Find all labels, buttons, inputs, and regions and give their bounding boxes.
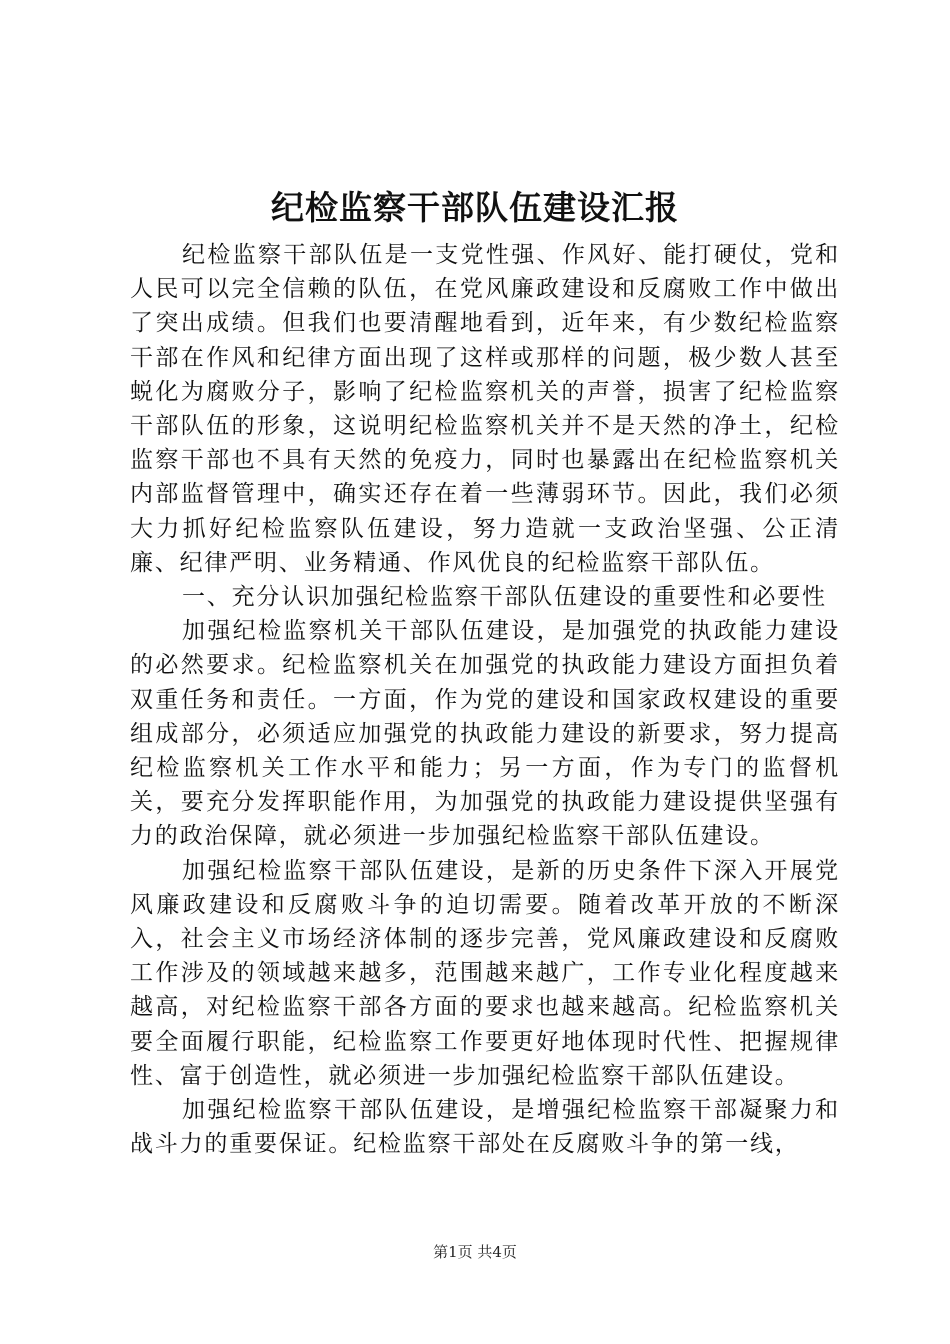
- body-paragraph-2: 加强纪检监察干部队伍建设，是新的历史条件下深入开展党风廉政建设和反腐败斗争的迫切需要。随着改革开放的不断深入，社会主义市场经济体制的逐步完善，党风廉政建设和反腐败工作涉及的领域越来越多，范围越来越广，工作专业化程度越来越高，对纪检监察干部各方面的要求也越来越高。纪检监察机关要全面履行职能，纪检监察工作要更好地体现时代性、把握规律性、富于创造性，就必须进一步加强纪检监察干部队伍建设。: [130, 857, 840, 1089]
- document-body: [130, 238, 840, 1161]
- page-number-footer: 第1页 共4页: [433, 1243, 517, 1261]
- section-heading-1: 一、充分认识加强纪检监察干部队伍建设的重要性和必要性: [182, 584, 827, 611]
- body-paragraph-1: 加强纪检监察机关干部队伍建设，是加强党的执政能力建设的必然要求。纪检监察机关在加强党的执政能力建设方面担负着双重任务和责任。一方面，作为党的建设和国家政权建设的重要组成部分，必须适应加强党的执政能力建设的新要求，努力提高纪检监察机关工作水平和能力；另一方面，作为专门的监督机关，要充分发挥职能作用，为加强党的执政能力建设提供坚强有力的政治保障，就必须进一步加强纪检监察干部队伍建设。: [130, 618, 840, 850]
- body-paragraph-3: 加强纪检监察干部队伍建设，是增强纪检监察干部凝聚力和战斗力的重要保证。纪检监察干部处在反腐败斗争的第一线，: [130, 1097, 840, 1158]
- body-paragraph-intro: 纪检监察干部队伍是一支党性强、作风好、能打硬仗，党和人民可以完全信赖的队伍，在党风廉政建设和反腐败工作中做出了突出成绩。但我们也要清醒地看到，近年来，有少数纪检监察干部在作风和纪律方面出现了这样或那样的问题，极少数人甚至蜕化为腐败分子，影响了纪检监察机关的声誉，损害了纪检监察干部队伍的形象，这说明纪检监察机关并不是天然的净土，纪检监察干部也不具有天然的免疫力，同时也暴露出在纪检监察机关内部监督管理中，确实还存在着一些薄弱环节。因此，我们必须大力抓好纪检监察队伍建设，努力造就一支政治坚强、公正清廉、纪律严明、业务精通、作风优良的纪检监察干部队伍。: [130, 242, 840, 576]
- document-title: 纪检监察干部队伍建设汇报: [271, 188, 679, 227]
